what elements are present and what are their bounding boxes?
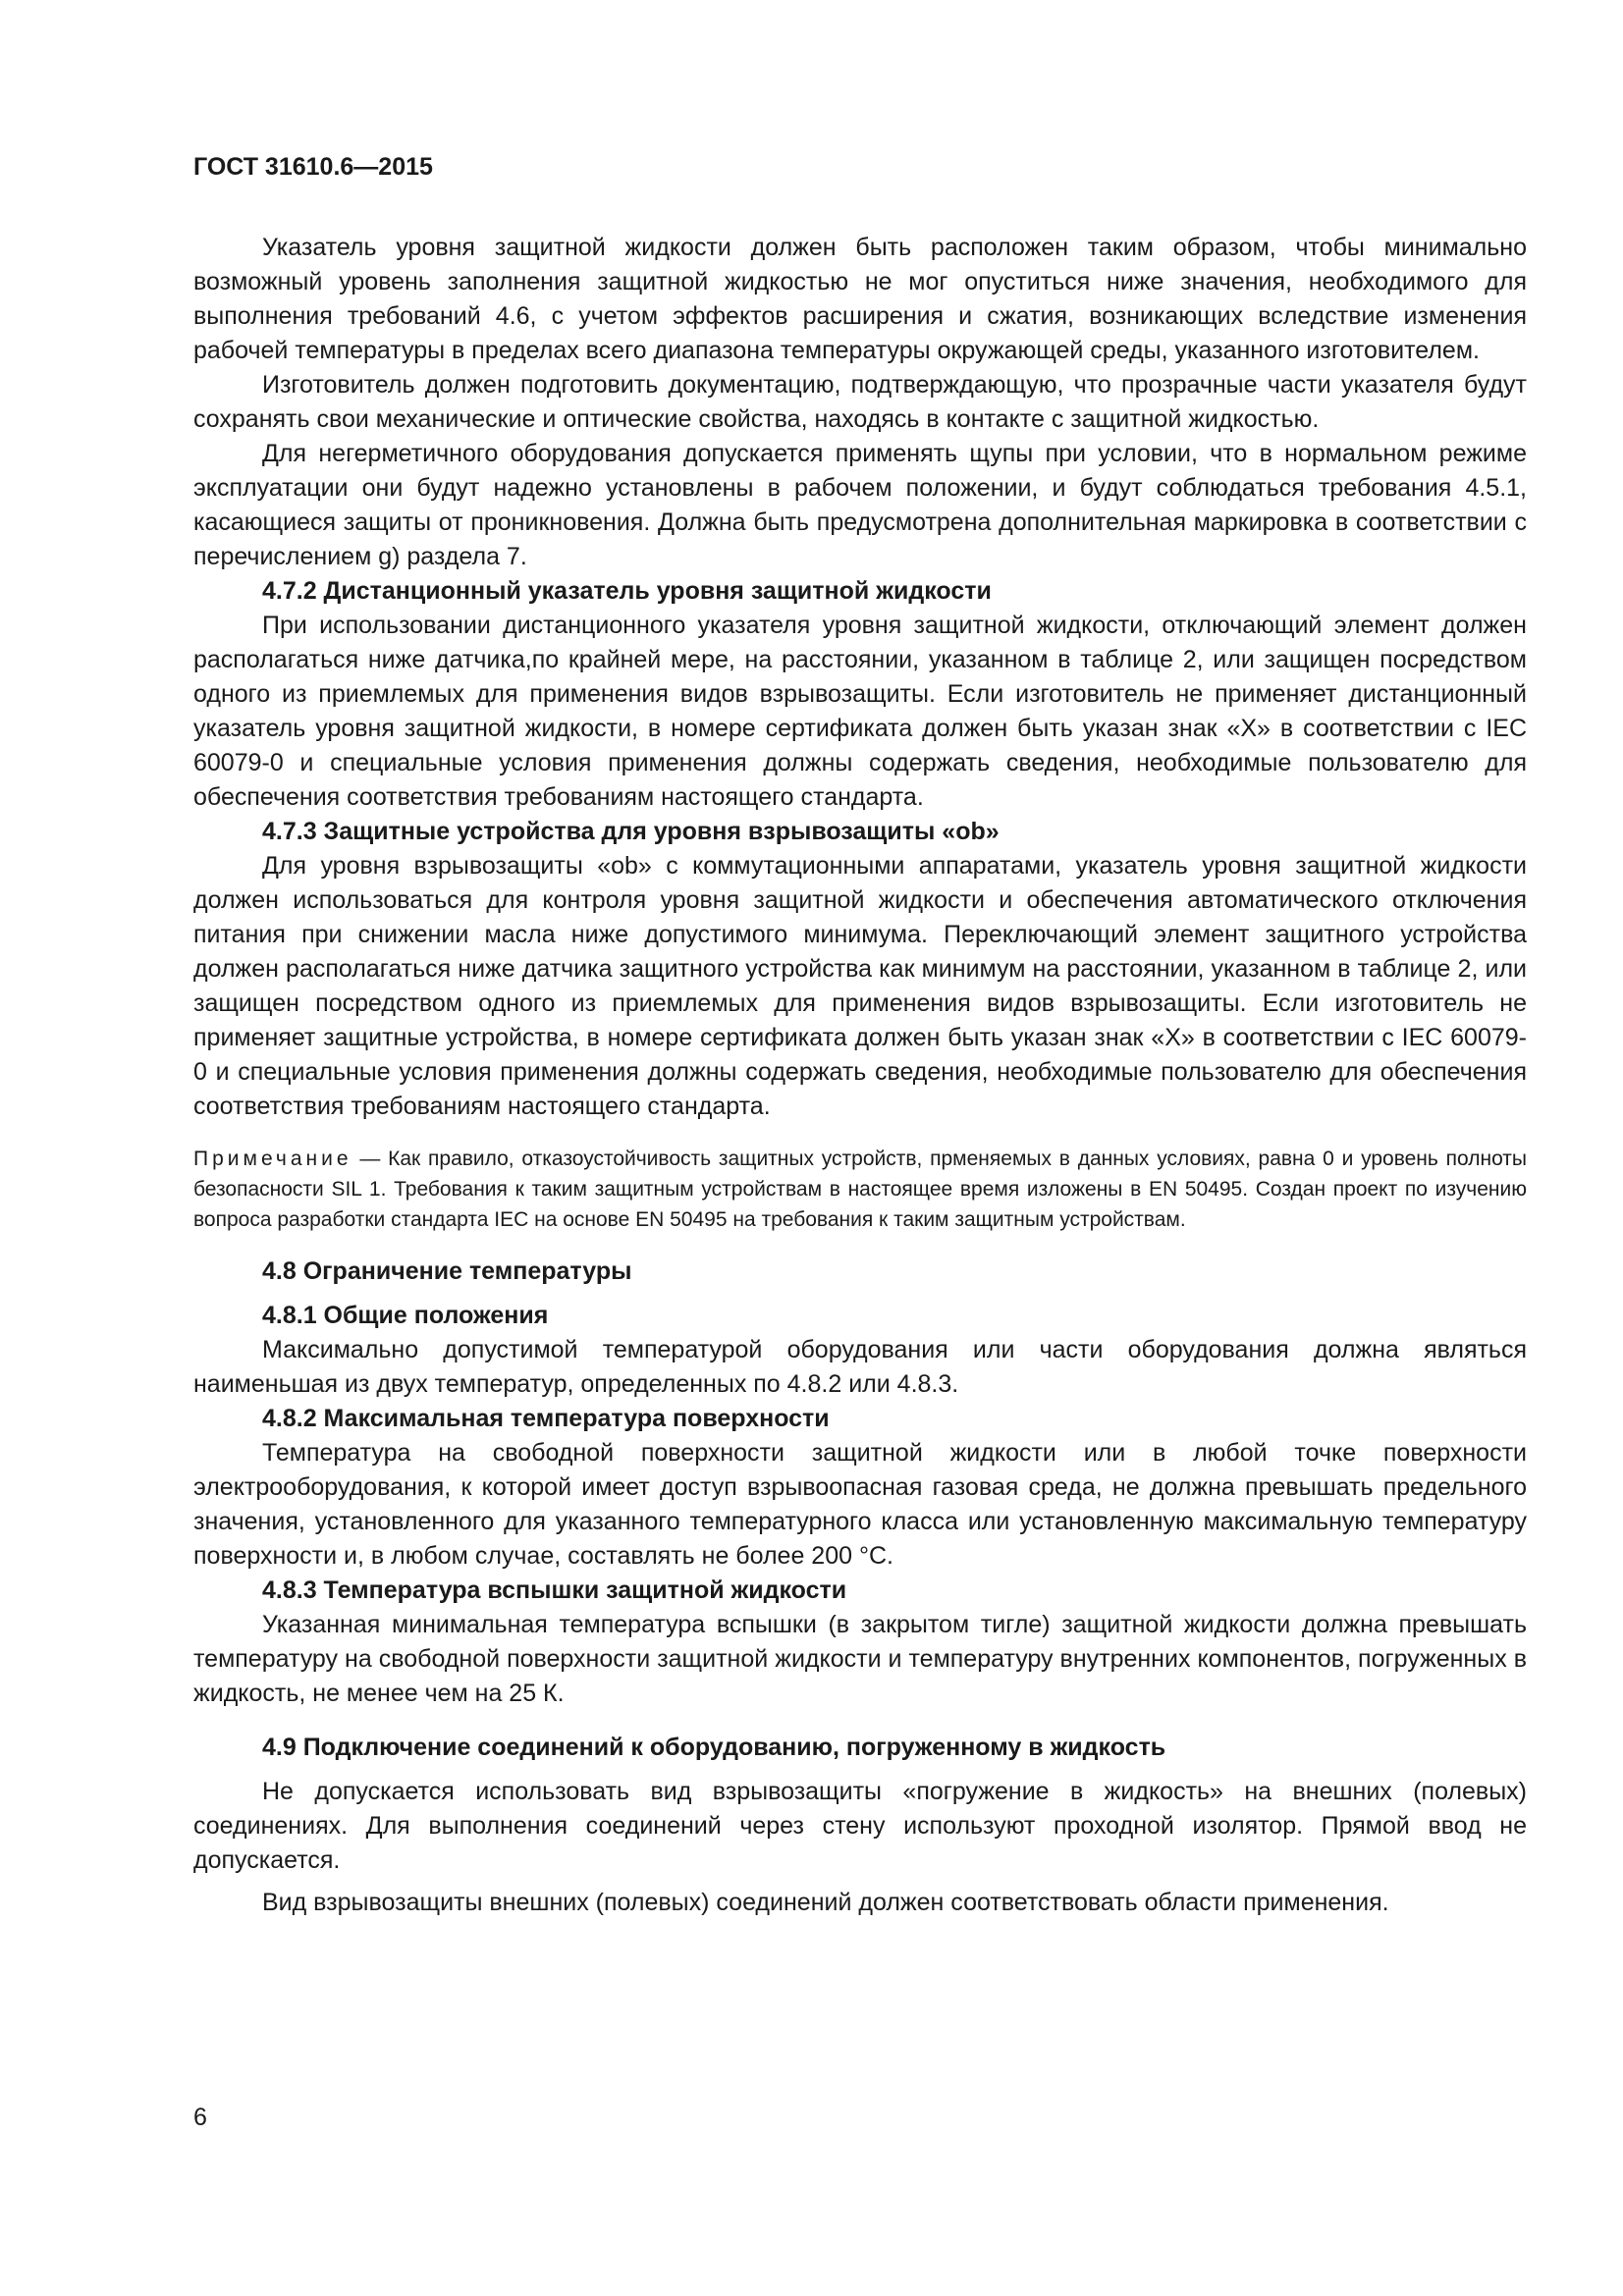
paragraph-dipsticks: Для негерметичного оборудования допускается применять щупы при условии, что в нормальном режиме эксплуатации они будут надежно установлены в рабочем положении, и будут соблюдаться требования 4.5.1, касающиеся защиты от проникновения. Должна быть предусмотрена дополнительная маркировка в соответствии с перечислением g) раздела 7.	[193, 440, 1527, 570]
heading-4-8-1: 4.8.1 Общие положения	[262, 1302, 549, 1329]
paragraph-flash-point: Указанная минимальная температура вспышки (в закрытом тигле) защитной жидкости должна превышать температуру на свободной поверхности защитной жидкости и температуру внутренних компонентов, погруженных в жидкость, не менее чем на 25 К.	[193, 1611, 1527, 1707]
page-number: 6	[193, 2104, 207, 2131]
paragraph-remote-level-indicator: При использовании дистанционного указателя уровня защитной жидкости, отключающий элемент должен располагаться ниже датчика,по крайней мере, на расстоянии, указанном в таблице 2, или защищен посредством одного из приемлемых для применения видов взрывозащиты. Если изготовитель не применяет дистанционный указатель уровня защитной жидкости, в номере сертификата должен быть указан знак «X» в соответствии с IEC 60079-0 и специальные условия применения должны содержать сведения, необходимые пользователю для обеспечения соответствия требованиям настоящего стандарта.	[193, 612, 1527, 811]
document-header: ГОСТ 31610.6—2015	[193, 153, 433, 181]
paragraph-surface-temperature: Температура на свободной поверхности защитной жидкости или в любой точке поверхности электрооборудования, к которой имеет доступ взрывоопасная газовая среда, не должна превышать предельного значения, установленного для указанного температурного класса или установленную максимальную температуру поверхности и, в любом случае, составлять не более 200 °С.	[193, 1439, 1527, 1570]
document-page	[193, 152, 1527, 2164]
heading-4-8: 4.8 Ограничение температуры	[262, 1257, 632, 1285]
spacer	[193, 1878, 1527, 1886]
paragraph-transparent-parts-docs: Изготовитель должен подготовить документацию, подтверждающую, что прозрачные части указателя будут сохранять свои механические и оптические свойства, находясь в контакте с защитной жидкостью.	[193, 371, 1527, 433]
paragraph-max-allowed-temperature: Максимально допустимой температурой оборудования или части оборудования должна являться наименьшая из двух температур, определенных по 4.8.2 или 4.8.3.	[193, 1336, 1527, 1398]
heading-4-7-3: 4.7.3 Защитные устройства для уровня взрывозащиты «ob»	[262, 818, 1000, 845]
paragraph-external-connections: Не допускается использовать вид взрывозащиты «погружение в жидкость» на внешних (полевых) соединениях. Для выполнения соединений через стену используют проходной изолятор. Прямой ввод не допускается.	[193, 1778, 1527, 1874]
heading-4-9: 4.9 Подключение соединений к оборудованию, погруженному в жидкость	[262, 1734, 1166, 1761]
heading-4-8-2: 4.8.2 Максимальная температура поверхности	[262, 1405, 830, 1432]
note-text: — Как правило, отказоустойчивость защитных устройств, прменяемых в данных условиях, равна 0 и уровень полноты безопасности SIL 1. Требования к таким защитным устройствам в настоящее время изложены в EN 50495. Создан проект по изучению вопроса разработки стандарта IEC на основе EN 50495 на требования к таким защитным устройствам.	[193, 1148, 1527, 1231]
note-block	[193, 1144, 1527, 1235]
heading-4-8-3: 4.8.3 Температура вспышки защитной жидкости	[262, 1576, 847, 1604]
paragraph-connection-protection-type: Вид взрывозащиты внешних (полевых) соединений должен соответствовать области применения.	[262, 1889, 1389, 1916]
note-lead: Примечание	[193, 1148, 352, 1170]
paragraph-level-indicator-position: Указатель уровня защитной жидкости должен быть расположен таким образом, чтобы минимально возможный уровень заполнения защитной жидкостью не мог опуститься ниже значения, необходимого для выполнения требований 4.6, с учетом эффектов расширения и сжатия, возникающих вследствие изменения рабочей температуры в пределах всего диапазона температуры окружающей среды, указанного изготовителем.	[193, 234, 1527, 364]
paragraph-protective-devices-ob: Для уровня взрывозащиты «ob» с коммутационными аппаратами, указатель уровня защитной жидкости должен использоваться для контроля уровня защитной жидкости и обеспечения автоматического отключения питания при снижении масла ниже допустимого минимума. Переключающий элемент защитного устройства должен располагаться ниже датчика защитного устройства как минимум на расстоянии, указанном в таблице 2, или защищен посредством одного из приемлемых для применения видов взрывозащиты. Если изготовитель не применяет защитные устройства, в номере сертификата должен быть указан знак «X» в соответствии с IEC 60079-0 и специальные условия применения должны содержать сведения, необходимые пользователю для обеспечения соответствия требованиям настоящего стандарта.	[193, 852, 1527, 1120]
heading-4-7-2: 4.7.2 Дистанционный указатель уровня защитной жидкости	[262, 577, 992, 605]
